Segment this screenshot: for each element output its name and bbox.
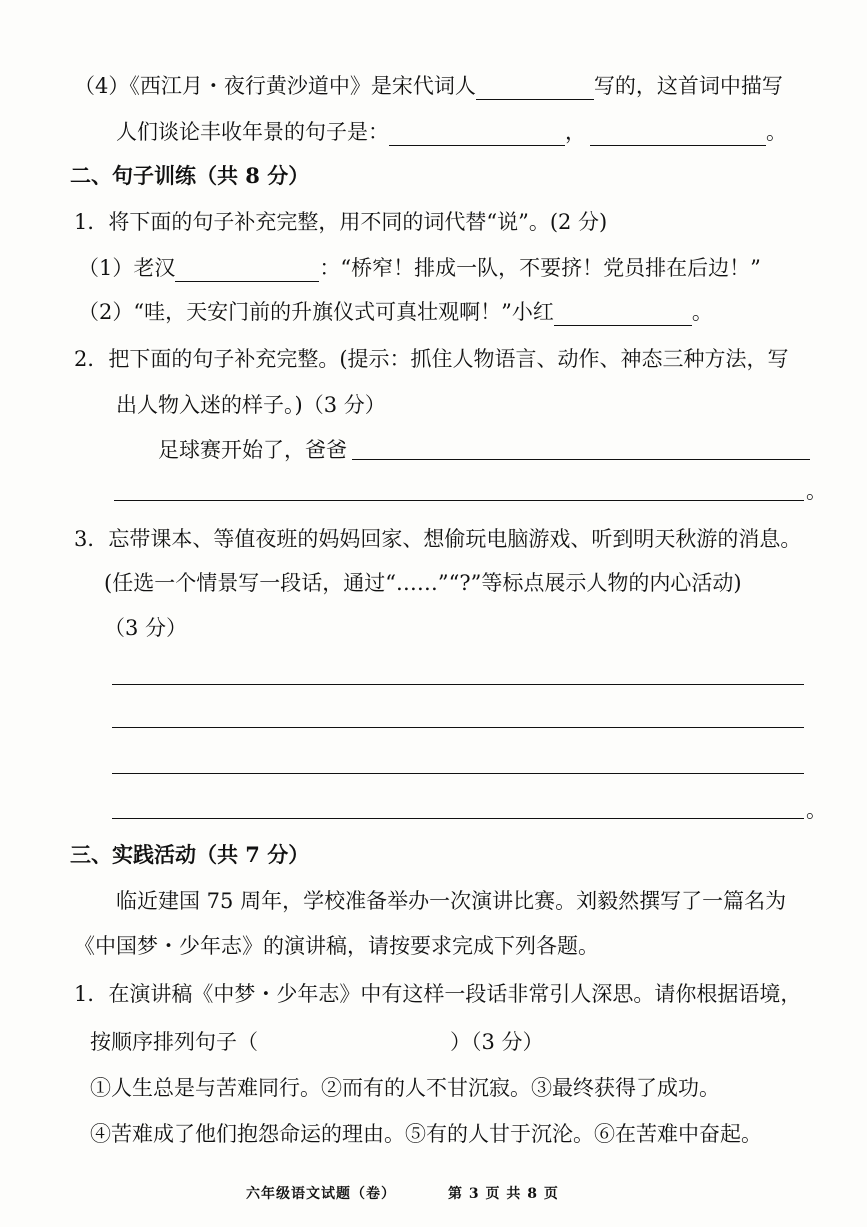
s3-q1-line2-b: ）（3 分） [450,1030,544,1054]
s3-intro-line2: 《中国梦・少年志》的演讲稿，请按要求完成下列各题。 [74,934,599,958]
s3-q1-line1: 1．在演讲稿《中梦・少年志》中有这样一段话非常引人深思。请你根据语境， [74,982,802,1006]
q4-text-c: 人们谈论丰收年景的句子是： [116,120,389,144]
q4-comma: ， [565,120,586,144]
q4-line1 [74,72,783,100]
q4-end: 。 [766,120,787,144]
s2-q1-item2-blank[interactable] [554,303,692,326]
s2-q1-text: 1．将下面的句子补充完整，用不同的词代替“说”。(2 分) [74,210,608,234]
s2-q3-line2: (任选一个情景写一段话，通过“……”“?”等标点展示人物的内心活动) [104,571,742,595]
s2-q1-item1-b: ：“桥窄！排成一队，不要挤！党员排在后边！” [319,256,761,280]
s2-q1-item2-b: 。 [691,300,713,324]
s2-q3-line1: 3．忘带课本、等值夜班的妈妈回家、想偷玩电脑游戏、听到明天秋游的消息。 [74,527,802,551]
s2-q1-item1-blank[interactable] [175,259,319,282]
s2-q3-line3: （3 分） [104,616,188,640]
s3-intro-line1: 临近建国 75 周年，学校准备举办一次演讲比赛。刘毅然撰写了一篇名为 [116,889,787,913]
q4-author-blank[interactable] [476,77,594,100]
footer-exam-name: 六年级语文试题（卷） [246,1186,396,1202]
s2-q1-item1-a: （1）老汉 [78,256,176,280]
s2-q3-answer-line-4[interactable] [112,818,804,819]
s2-q1-item2 [78,298,713,326]
q4-text-b: 写的，这首词中描写 [593,74,783,98]
s2-q3-end: 。 [806,798,827,822]
s2-q1-item2-a: （2）“哇，天安门前的升旗仪式可真壮观啊！”小红 [78,300,554,324]
s2-q2-line1: 2．把下面的句子补充完整。(提示：抓住人物语言、动作、神态三种方法，写 [74,347,789,371]
s2-q2-line2: 出人物入迷的样子。)（3 分） [116,393,386,417]
q4-answer-blank-1[interactable] [389,123,565,146]
s2-q2-end: 。 [806,479,827,503]
s2-q2-prompt: 足球赛开始了，爸爸 [158,438,347,462]
q4-line2 [116,118,787,146]
footer-page-number: 第 3 页 共 8 页 [448,1186,559,1202]
s2-q1-item1 [78,254,761,282]
s3-q1-sentences-1: ①人生总是与苦难同行。②而有的人不甘沉寂。③最终获得了成功。 [90,1076,720,1100]
q4-answer-blank-2[interactable] [590,123,766,146]
s2-q2-answer-line-2[interactable] [114,500,804,501]
s3-q1-line2-a: 按顺序排列句子（ [90,1030,258,1054]
s2-q3-answer-line-1[interactable] [112,684,804,685]
s3-q1-line2 [90,1028,544,1056]
s2-q2-answer-line-1[interactable] [352,459,810,460]
s3-q1-sentences-2: ④苦难成了他们抱怨命运的理由。⑤有的人甘于沉沦。⑥在苦难中奋起。 [90,1122,762,1146]
section2-title: 二、句子训练（共 8 分） [70,163,310,188]
section3-title: 三、实践活动（共 7 分） [70,842,310,867]
s2-q3-answer-line-3[interactable] [112,773,804,774]
q4-text-a: （4）《西江月・夜行黄沙道中》是宋代词人 [74,74,476,98]
s2-q3-answer-line-2[interactable] [112,727,804,728]
